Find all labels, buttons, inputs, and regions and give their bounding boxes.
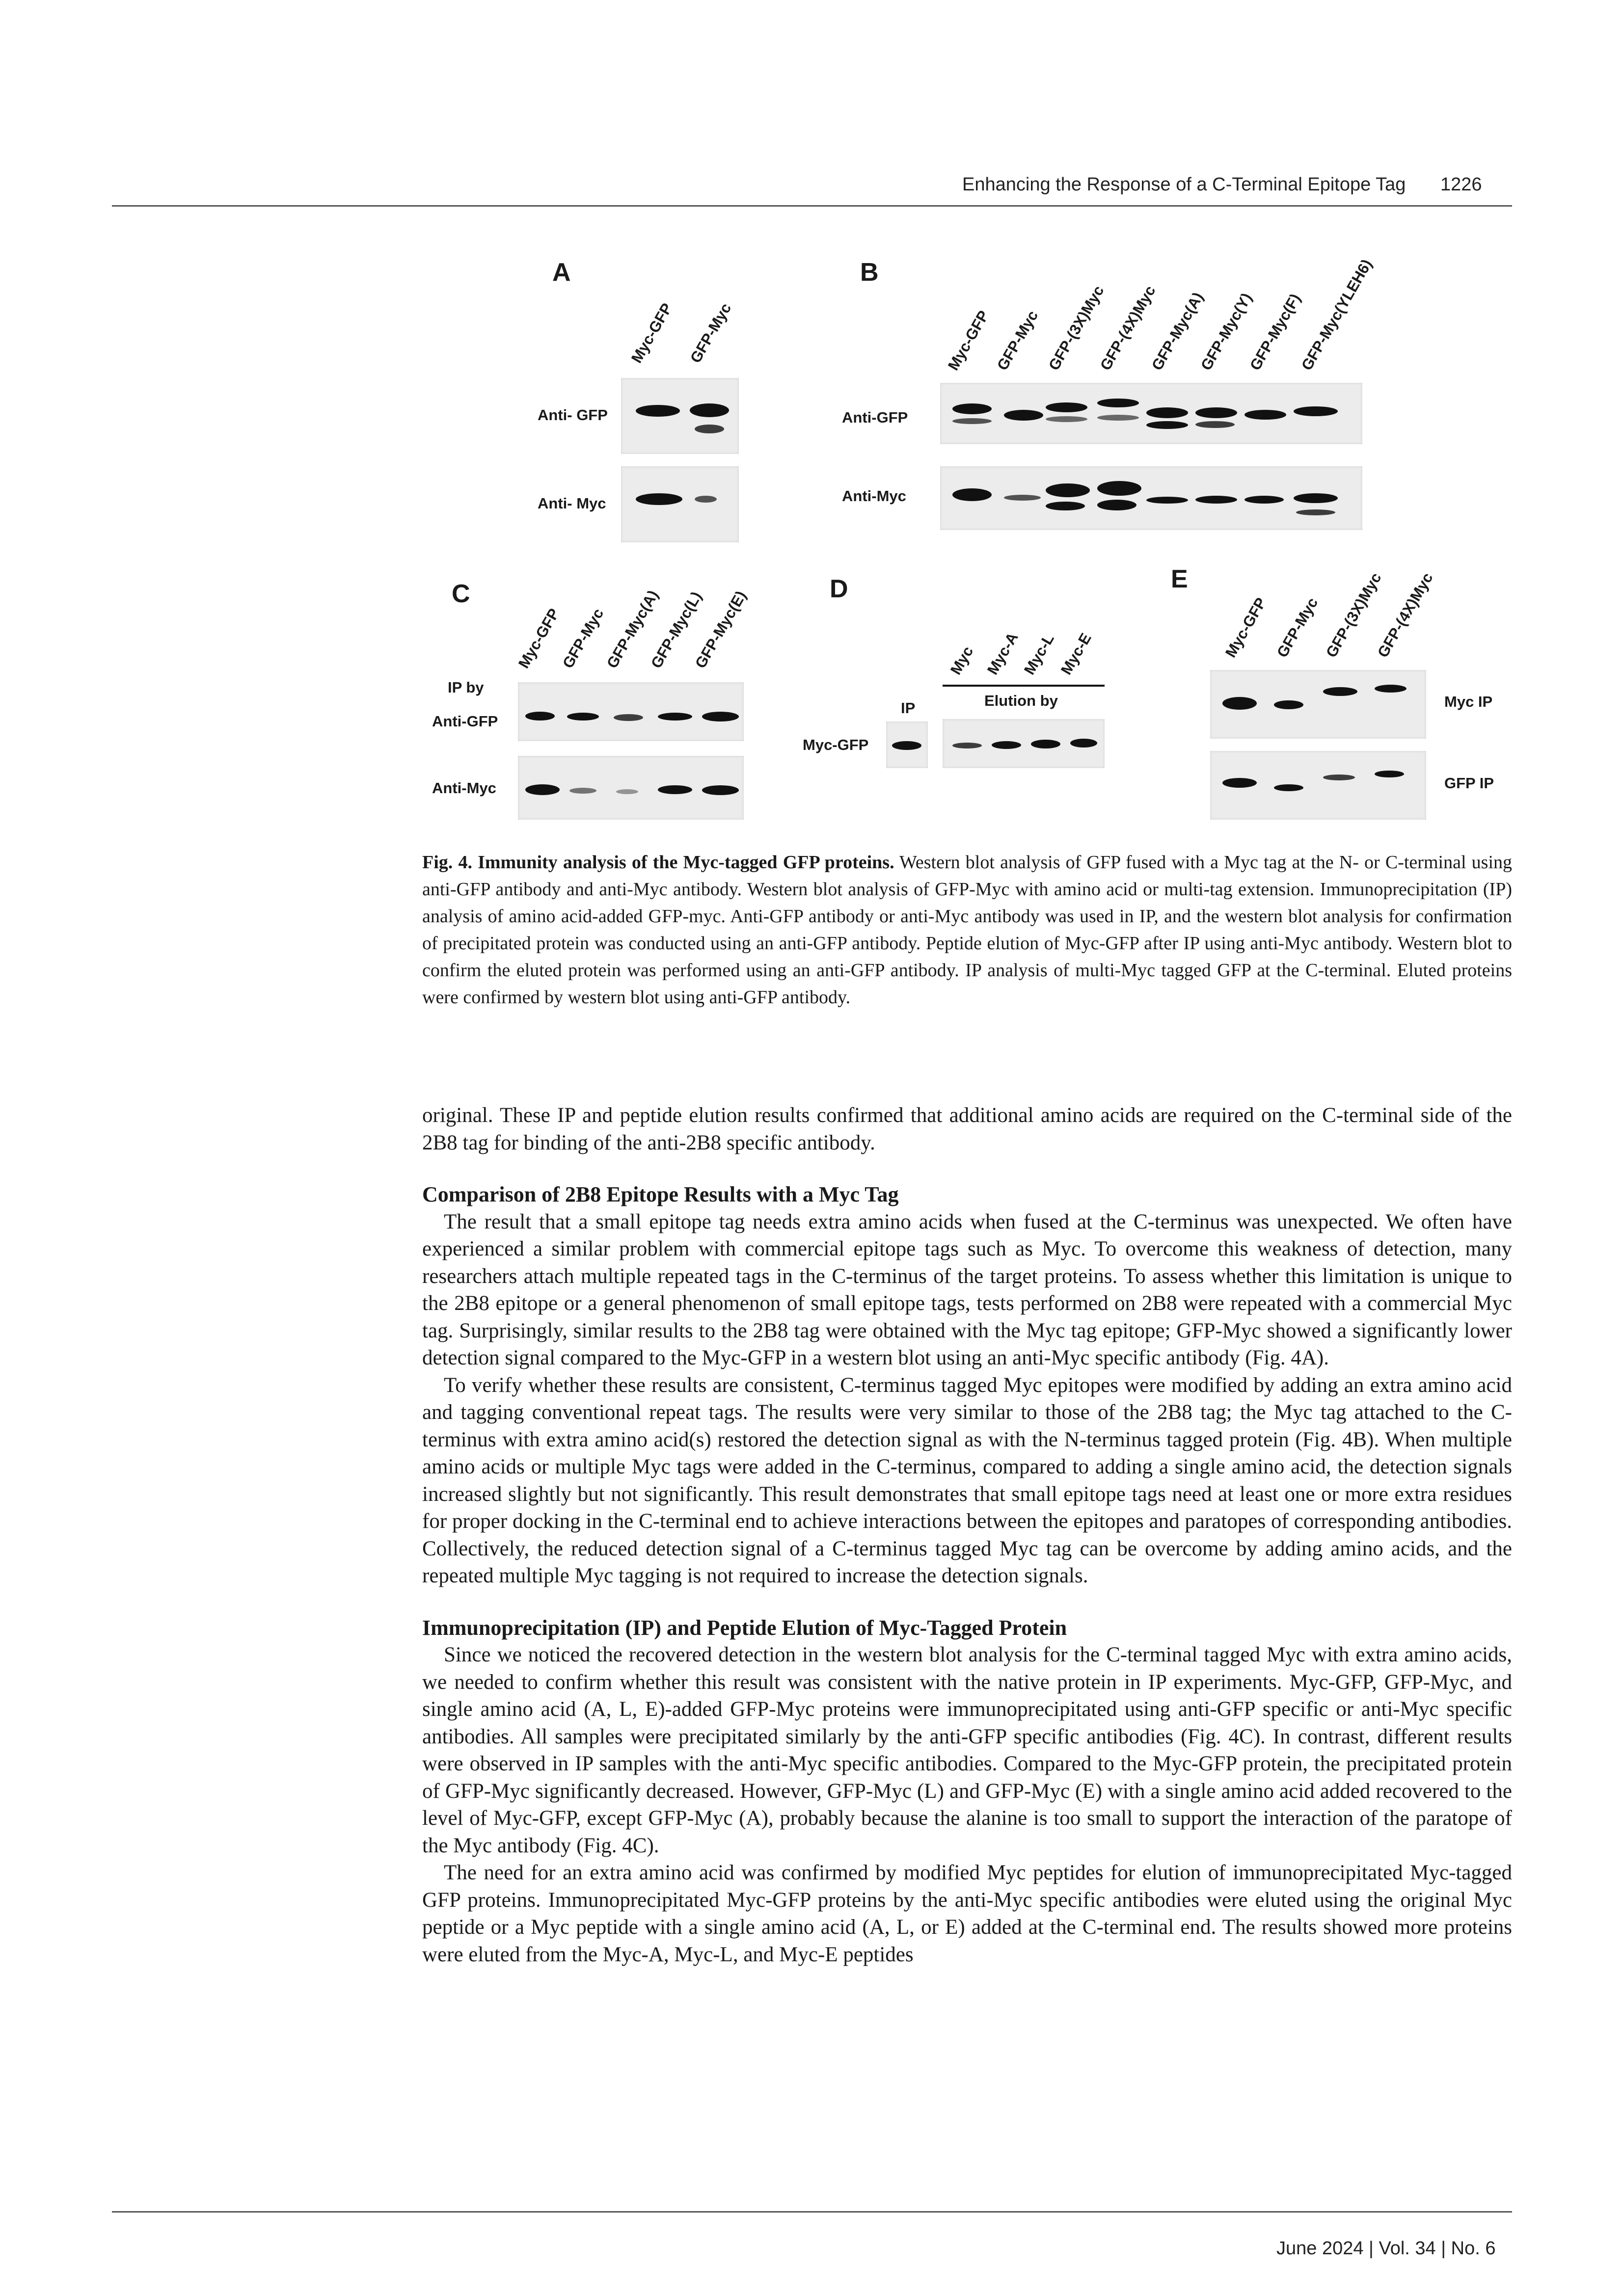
panel-c-label: C [452, 580, 470, 608]
section-heading: Comparison of 2B8 Epitope Results with a Myc Tag [422, 1182, 899, 1206]
paragraph: To verify whether these results are consistent, C-terminus tagged Myc epitopes were modified by adding an extra amino acid and tagging conventional repeat tags. The results were very similar to those of the 2B8 tag; the Myc tag attached to the C-terminus with extra amino acid(s) restored the detection signal as with the N-terminus tagged protein (Fig. 4B). When multiple amino acids or multiple Myc tags were added in the C-terminus, compared to adding a single amino acid, the detection signals increased slightly but not significantly. This result demonstrates that small epitope tags need at least one or more extra residues for proper docking in the C-terminal end to achieve interactions between the epitopes and paratopes of corresponding antibodies. Collectively, the reduced detection signal of a C-terminus tagged Myc tag can be overcome by adding amino acids, and the repeated multiple Myc tagging is not required to increase the detection signals. [422, 1373, 1512, 1587]
lane-label: Myc-A [983, 629, 1022, 678]
body-text [422, 1102, 1512, 1968]
panel-a-label: A [552, 258, 571, 287]
blot-c-anti-myc [518, 756, 744, 820]
row-label: GFP IP [1444, 774, 1494, 792]
blot-a-anti-gfp [621, 378, 739, 454]
blot-e-myc-ip [1210, 670, 1426, 739]
paragraph: Since we noticed the recovered detection in the western blot analysis for the C-terminal tagged Myc with extra amino acids, we needed to confirm whether this result was consistent with the native protein in IP experiments. Myc-GFP, GFP-Myc, and single amino acid (A, L, E)-added GFP-Myc proteins were immunoprecipitated using anti-GFP specific or anti-Myc specific antibodies. All samples were precipitated similarly by the anti-GFP specific antibodies (Fig. 4C). In contrast, different results were observed in IP samples with the anti-Myc specific antibodies. Compared to the Myc-GFP protein, the precipitated protein of GFP-Myc significantly decreased. However, GFP-Myc (L) and GFP-Myc (E) with a single amino acid added recovered to the level of Myc-GFP, except GFP-Myc (A), probably because the alanine is too small to support the interaction of the paratope of the Myc antibody (Fig. 4C). [422, 1643, 1512, 1857]
paragraph: The result that a small epitope tag needs extra amino acids when fused at the C-terminus was unexpected. We often have experienced a similar problem with commercial epitope tags such as Myc. To overcome this weakness of detection, many researchers attach multiple repeated tags in the C-terminus of the target proteins. To assess whether this limitation is unique to the 2B8 epitope or a general phenomenon of small epitope tags, tests performed on 2B8 were repeated with a commercial Myc tag. Surprisingly, similar results to the 2B8 tag were obtained with the Myc tag epitope; GFP-Myc showed a significantly lower detection signal compared to the Myc-GFP in a western blot using an anti-Myc specific antibody (Fig. 4A). [422, 1210, 1512, 1369]
row-label: Anti- GFP [538, 406, 608, 424]
blot-b-anti-myc [940, 466, 1362, 530]
running-title: Enhancing the Response of a C-Terminal Epitope Tag [962, 174, 1406, 195]
row-label: Anti-Myc [432, 779, 496, 797]
lane-label: GFP-Myc [559, 605, 607, 671]
lane-label: Myc-GFP [514, 605, 563, 671]
ip-label: IP [901, 699, 916, 717]
elution-bracket-line [943, 685, 1105, 687]
lane-label: Myc-L [1020, 631, 1057, 678]
row-label: IP by [448, 679, 484, 696]
page-number: 1226 [1440, 174, 1482, 195]
lane-label: GFP-Myc(YLEH6) [1298, 256, 1376, 374]
lane-label: Myc-GFP [944, 307, 993, 374]
caption-text: Western blot analysis of GFP fused with a Myc tag at the N- or C-terminal using anti-GFP antibody and anti-Myc antibody. Western blot analysis of GFP-Myc with amino acid or multi-tag extension. Immunoprecipitation (IP) analysis of amino acid-added GFP-myc. Anti-GFP antibody or anti-Myc antibody was used in IP, and the western blot analysis for confirmation of precipitated protein was conducted using an anti-GFP antibody. Peptide elution of Myc-GFP after IP using anti-Myc antibody. Western blot to confirm the eluted protein was performed using an anti-GFP antibody. IP analysis of multi-Myc tagged GFP at the C-terminal. Eluted proteins were confirmed by western blot using anti-GFP antibody. [422, 852, 1513, 1008]
blot-d-elution [943, 719, 1105, 768]
lane-label: GFP-(4X)Myc [1374, 569, 1436, 661]
blot-e-gfp-ip [1210, 751, 1426, 820]
elution-label: Elution by [984, 692, 1058, 709]
lane-label: GFP-Myc [686, 300, 735, 366]
row-label: Anti-Myc [842, 487, 906, 505]
row-label: Myc-GFP [803, 736, 869, 753]
caption-title: Fig. 4. Immunity analysis of the Myc-tagged GFP proteins. [422, 852, 894, 873]
lane-label: Myc-GFP [627, 300, 676, 366]
lane-label: Myc [947, 643, 977, 678]
row-label: Anti- Myc [538, 495, 606, 512]
lane-label: GFP-Myc [993, 307, 1042, 374]
lane-label: GFP-Myc(E) [691, 587, 750, 671]
lane-label: GFP-(4X)Myc [1096, 282, 1159, 374]
header-rule [112, 205, 1512, 207]
footer-citation: June 2024 | Vol. 34 | No. 6 [1276, 2238, 1496, 2259]
lane-label: GFP-Myc(A) [603, 587, 662, 671]
paragraph: original. These IP and peptide elution results confirmed that additional amino acids are required on the C-terminal side of the 2B8 tag for binding of the anti-2B8 specific antibody. [422, 1104, 1512, 1154]
panel-b-label: B [860, 258, 879, 287]
lane-label: GFP-(3X)Myc [1045, 282, 1108, 374]
panel-e-label: E [1171, 565, 1188, 593]
blot-a-anti-myc [621, 466, 739, 542]
running-header [962, 174, 1482, 195]
lane-label: GFP-Myc(Y) [1197, 290, 1255, 374]
row-label: Anti-GFP [842, 409, 908, 426]
lane-label: GFP-(3X)Myc [1322, 569, 1385, 661]
section-heading: Immunoprecipitation (IP) and Peptide Elution of Myc-Tagged Protein [422, 1615, 1067, 1640]
lane-label: GFP-Myc(A) [1148, 289, 1207, 374]
lane-label: GFP-Myc(F) [1246, 291, 1304, 374]
row-label: Myc IP [1444, 693, 1493, 710]
paragraph: The need for an extra amino acid was confirmed by modified Myc peptides for elution of immunoprecipitated Myc-tagged GFP proteins. Immunoprecipitated Myc-GFP proteins by the anti-Myc specific antibodies were eluted using the original Myc peptide or a Myc peptide with a single amino acid (A, L, or E) added at the C-terminal end. The results showed more proteins were eluted from the Myc-A, Myc-L, and Myc-E peptides [422, 1861, 1512, 1966]
lane-label: Myc-GFP [1221, 594, 1270, 661]
panel-d-label: D [830, 575, 848, 603]
blot-b-anti-gfp [940, 383, 1362, 444]
blot-c-anti-gfp [518, 682, 744, 741]
lane-label: GFP-Myc(L) [647, 588, 705, 671]
lane-label: Myc-E [1057, 630, 1095, 678]
figure-caption [422, 849, 1512, 1011]
footer-rule [112, 2211, 1512, 2213]
blot-d-ip [886, 721, 928, 768]
row-label: Anti-GFP [432, 713, 498, 730]
lane-label: GFP-Myc [1273, 594, 1322, 661]
